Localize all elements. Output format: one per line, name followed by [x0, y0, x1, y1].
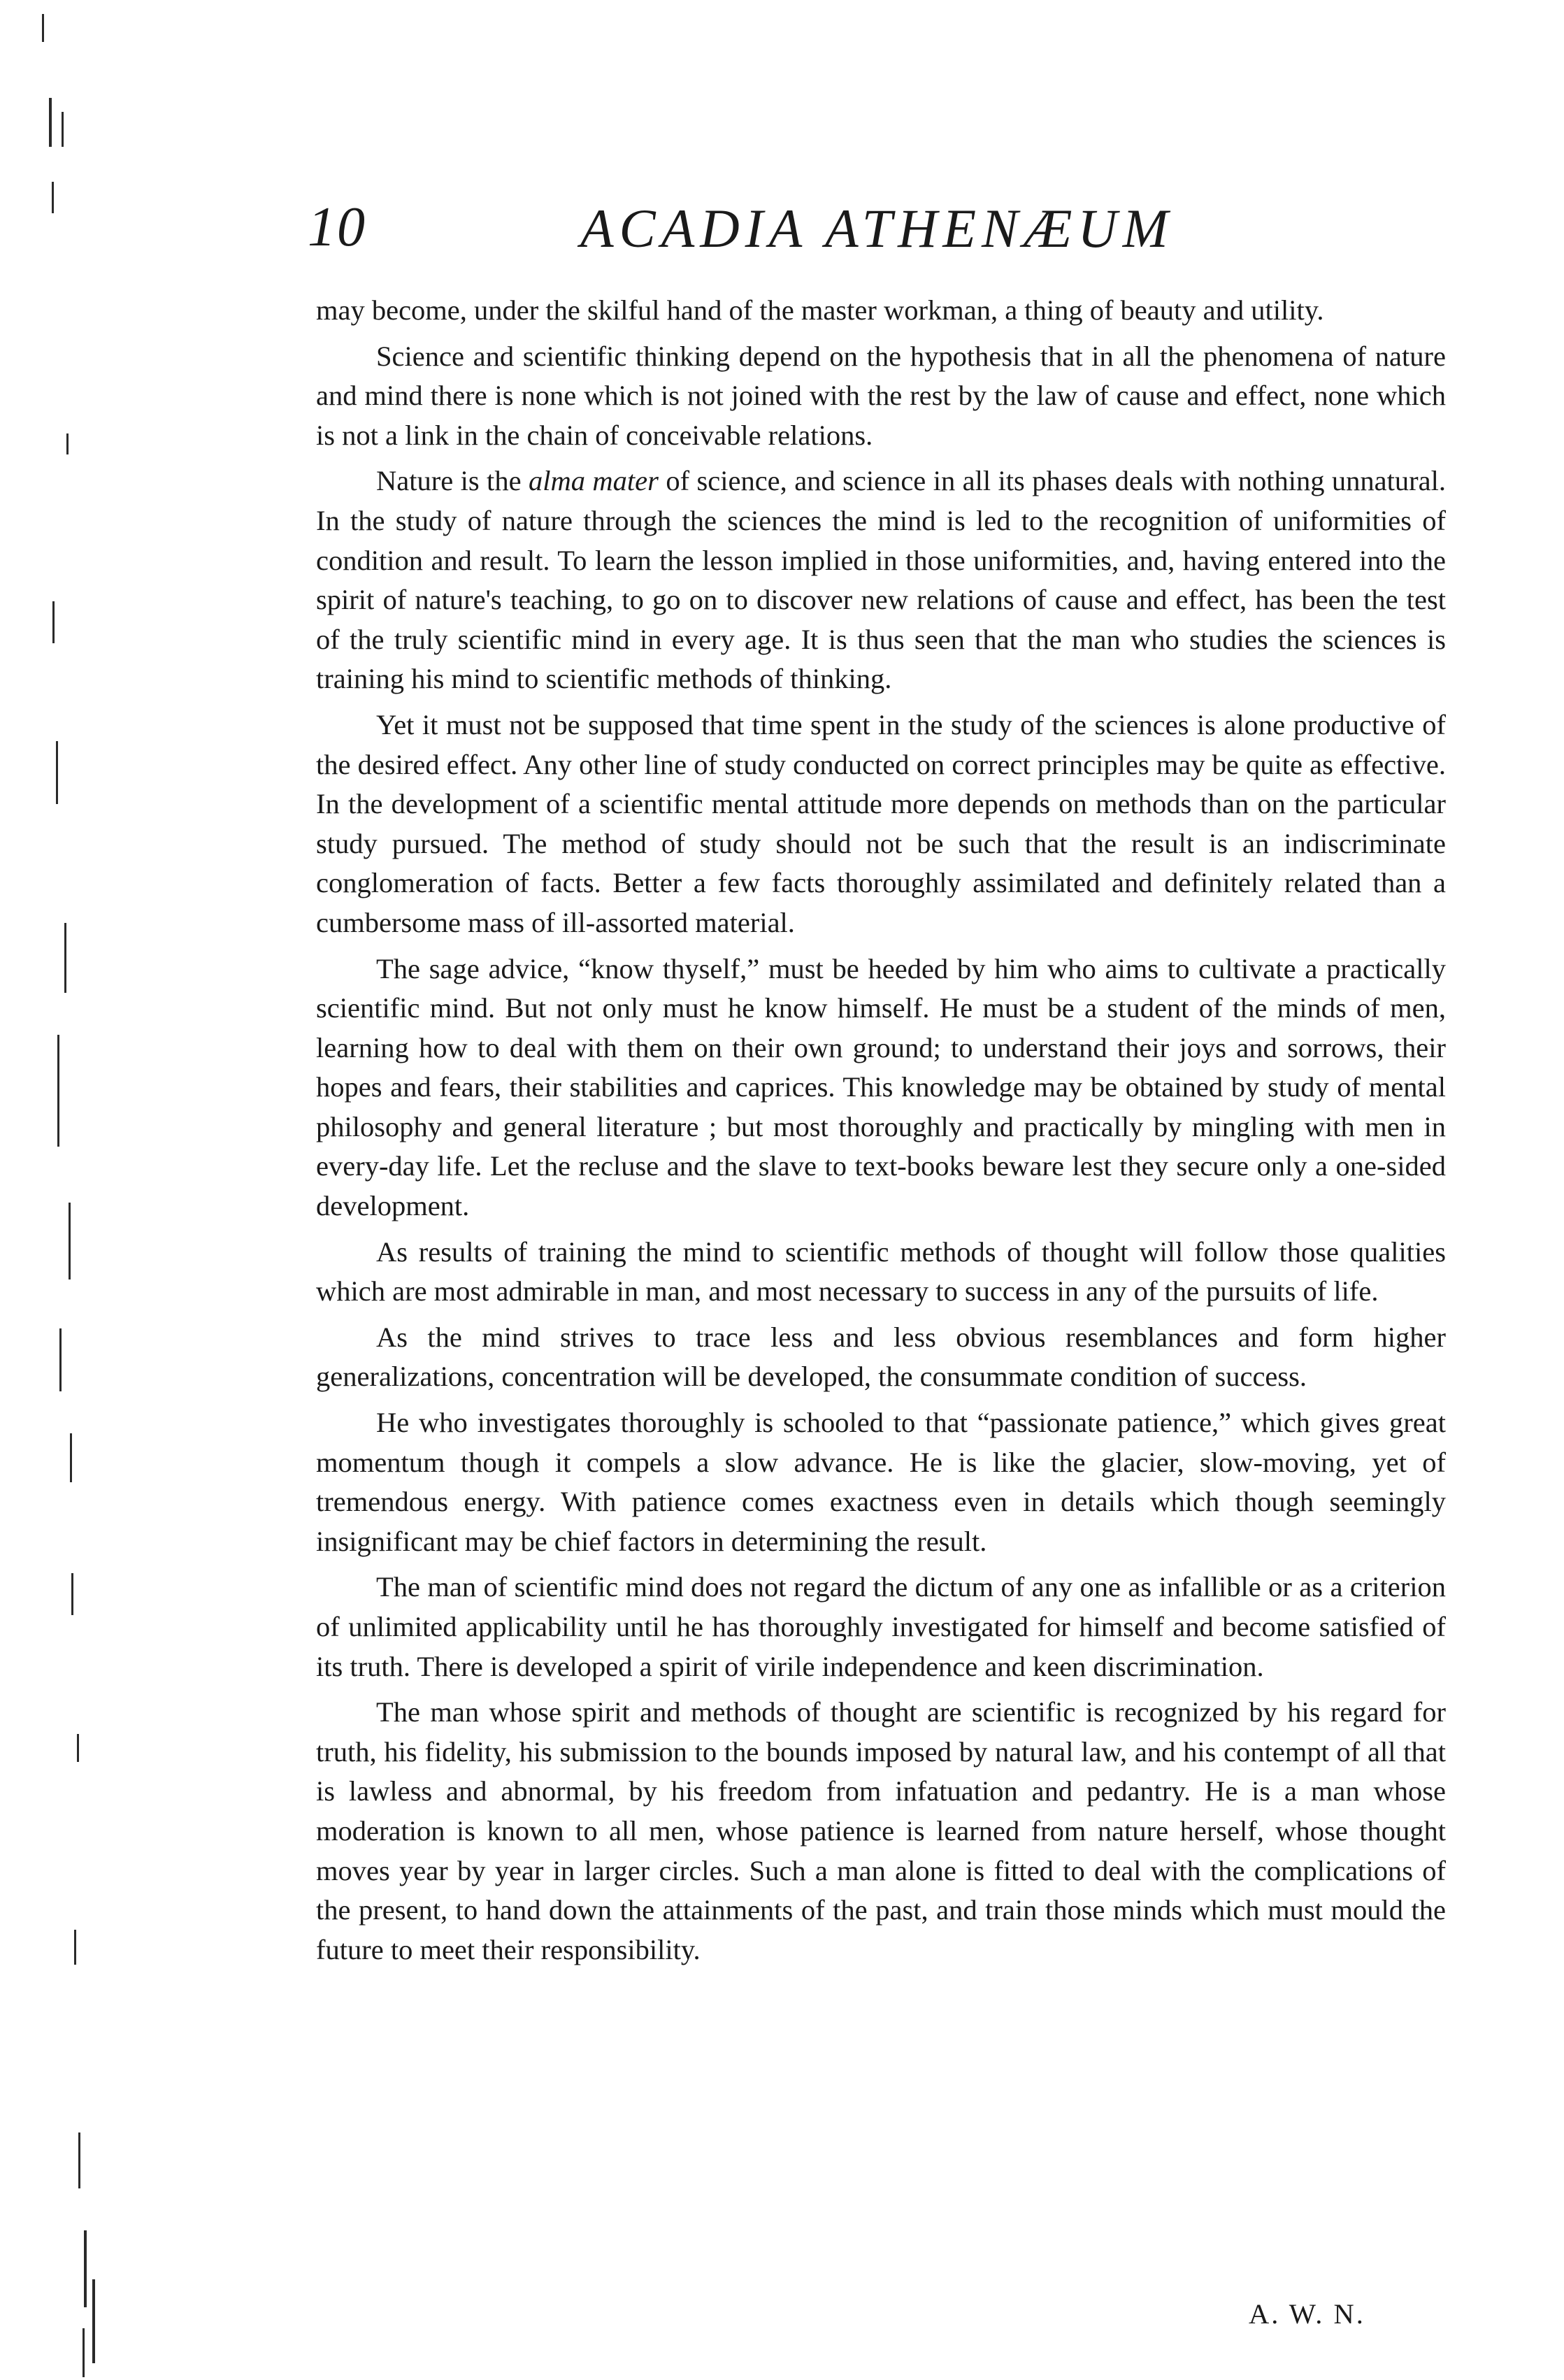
italic-phrase: alma mater: [528, 465, 659, 497]
paragraph: As results of training the mind to scientific methods of thought will follow those qualities which are most admirable in man, and most necessary to success in any of the pursuits of life.: [316, 1235, 1446, 1307]
paragraph: The sage advice, “know thyself,” must be heeded by him who aims to cultivate a practically scientific mind. But not only must he know himself. He must be a student of the minds of men, learning how to deal with them on their own ground; to understand their joys and sorrows, their hopes and fears, their stabilities and caprices. This knowledge may be obtained by study of mental philosophy and general literature ; but most thoroughly and practically by mingling with men in every-day life. Let the recluse and the slave to text-books beware lest they secure only a one-sided development.: [316, 952, 1446, 1222]
page-number: 10: [308, 196, 366, 258]
paragraph: Science and scientific thinking depend on the hypothesis that in all the phenomena of nature and mind there is none which is not joined with the rest by the law of cause and effect, none which is not a link in the chain of conceivable relations.: [316, 340, 1446, 451]
binding-edge-artifacts: [28, 0, 119, 2380]
paragraph: As the mind strives to trace less and less obvious resemblances and form higher generalizations, concentration will be developed, the consummate condition of success.: [316, 1321, 1446, 1393]
paragraph: The man whose spirit and methods of thought are scientific is recognized by his regard for truth, his fidelity, his submission to the bounds imposed by natural law, and his contempt of all that is lawless and abnormal, by his freedom from infatuation and pedantry. He is a man whose moderation is known to all men, whose patience is learned from nature herself, whose thought moves year by year in larger circles. Such a man alone is fitted to deal with the complications of the present, to hand down the attainments of the past, and train those minds which must mould the future to meet their responsibility.: [316, 1696, 1446, 1965]
paragraph: [316, 461, 1446, 699]
running-title: ACADIA ATHENÆUM: [580, 198, 1174, 259]
paragraph: Yet it must not be supposed that time spent in the study of the sciences is alone productive of the desired effect. Any other line of study conducted on correct principles may be quite as effective. In the development of a scientific mental attitude more depends on methods than on the particular study pursued. The method of study should not be such that the result is an indiscriminate conglomeration of facts. Better a few facts thoroughly assimilated and definitely related than a cumbersome mass of ill-assorted material.: [316, 708, 1446, 938]
paragraph: may become, under the skilful hand of the master workman, a thing of beauty and utility.: [316, 294, 1324, 326]
article-body: [316, 291, 1446, 1970]
paragraph-text: of science, and science in all its phases deals with nothing unnatural. In the study of nature through the sciences the mind is led to the recognition of uniformities of condition and result. To learn the lesson implied in those uniformities, and, having entered into the spirit of nature's teaching, to go on to discover new relations of cause and effect, has been the test of the truly scientific mind in every age. It is thus seen that the man who studies the sciences is training his mind to scientific methods of thinking.: [316, 465, 1446, 695]
page-header: [308, 196, 1454, 273]
author-signature: A. W. N.: [1249, 2298, 1365, 2330]
paragraph-text: Nature is the: [376, 465, 529, 497]
paragraph: He who investigates thoroughly is schooled to that “passionate patience,” which gives great momentum though it compels a slow advance. He is like the glacier, slow-moving, yet of tremendous energy. With patience comes exactness even in details which though seemingly insignificant may be chief factors in determining the result.: [316, 1407, 1446, 1557]
paragraph: The man of scientific mind does not regard the dictum of any one as infallible or as a criterion of unlimited applicability until he has thoroughly investigated for himself and become satisfied of its truth. There is developed a spirit of virile independence and keen discrimination.: [316, 1571, 1446, 1682]
